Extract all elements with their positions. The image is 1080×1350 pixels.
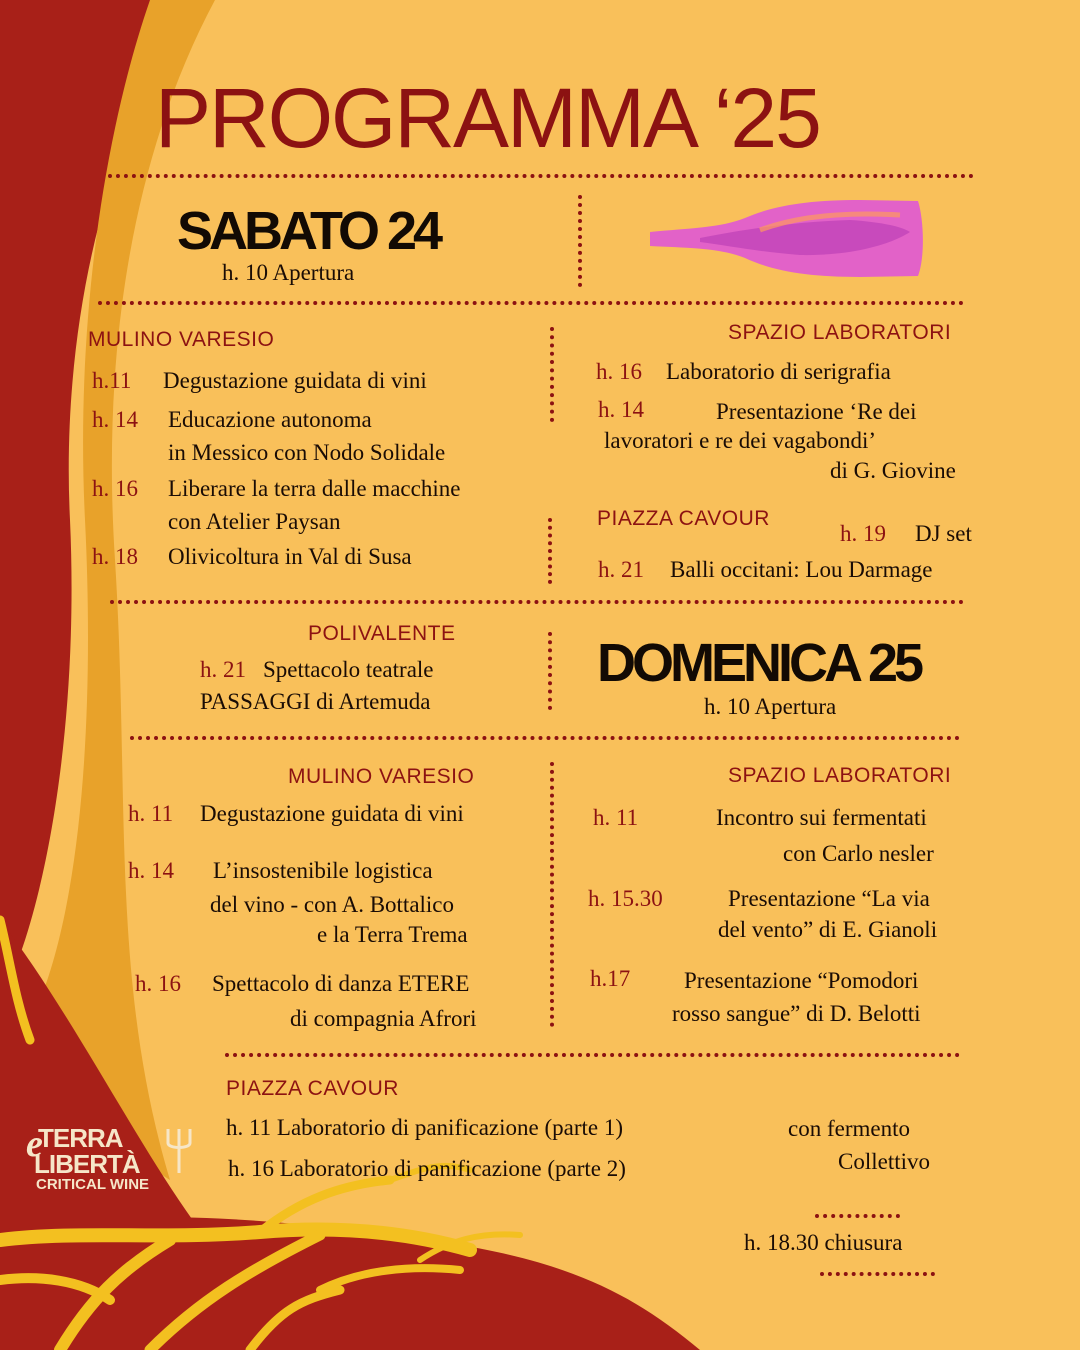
divider-saturday	[98, 301, 964, 305]
divider-top	[108, 174, 974, 178]
venue-mulino-sat: MULINO VARESIO	[88, 328, 275, 351]
logo-line2: LIBERTÀ	[34, 1149, 140, 1179]
sun-spazio-time-1: h. 11	[593, 805, 639, 830]
sun-spazio-time-2: h. 15.30	[588, 886, 663, 911]
venue-piazza-sun: PIAZZA CAVOUR	[226, 1077, 399, 1100]
divider-v2	[550, 327, 554, 422]
sun-mulino-time-3: h. 16	[135, 971, 181, 996]
logo-line1: TERRA	[38, 1123, 123, 1153]
sun-spazio-event-3: Presentazione “Pomodori	[684, 968, 919, 993]
sun-spazio-event-1: Incontro sui fermentati	[716, 805, 927, 830]
sat-spazio-event-1: Laboratorio di serigrafia	[666, 359, 891, 384]
divider-v5	[550, 762, 554, 1027]
sat-spazio-time-1: h. 16	[596, 359, 642, 384]
divider-bottom	[225, 1053, 960, 1057]
sun-mulino-time-2: h. 14	[128, 858, 174, 883]
divider-middle	[110, 600, 964, 604]
saturday-opening: h. 10 Apertura	[222, 260, 355, 285]
sun-piazza-event-1: h. 11 Laboratorio di panificazione (parte 1)	[226, 1115, 624, 1140]
sat-mulino-event-1: Degustazione guidata di vini	[163, 368, 427, 393]
poli-time-1: h. 21	[200, 657, 246, 682]
sat-spazio-event-2-line2: lavoratori e re dei vagabondi’	[604, 428, 877, 453]
sat-piazza-event-1: DJ set	[915, 521, 972, 546]
venue-piazza-sat: PIAZZA CAVOUR	[597, 507, 770, 530]
sun-piazza-event-2: h. 16 Laboratorio di panificazione (parte 2)	[228, 1156, 626, 1181]
sun-mulino-event-3: Spettacolo di danza ETERE	[212, 971, 470, 996]
sun-piazza-with-line2: Collettivo	[838, 1149, 930, 1174]
sun-spazio-event-3-line2: rosso sangue” di D. Belotti	[672, 1001, 921, 1026]
sun-mulino-event-2-line3: e la Terra Trema	[317, 922, 468, 947]
sat-piazza-event-2: Balli occitani: Lou Darmage	[670, 557, 933, 582]
sun-piazza-with: con fermento	[788, 1116, 910, 1141]
sat-mulino-time-3: h. 16	[92, 476, 138, 501]
logo-line3: CRITICAL WINE	[36, 1176, 150, 1193]
sun-spazio-event-2-line2: del vento” di E. Gianoli	[718, 917, 938, 942]
divider-sunday	[130, 736, 960, 740]
sun-mulino-event-2-line2: del vino - con A. Bottalico	[210, 892, 455, 917]
sat-mulino-event-2: Educazione autonoma	[168, 407, 372, 432]
sat-mulino-event-2-line2: in Messico con Nodo Solidale	[168, 440, 446, 465]
sat-spazio-event-2-line3: di G. Giovine	[830, 458, 956, 483]
sat-mulino-time-1: h.11	[92, 368, 132, 393]
sun-mulino-time-1: h. 11	[128, 801, 174, 826]
venue-spazio-sun: SPAZIO LABORATORI	[728, 764, 952, 787]
sun-spazio-time-3: h.17	[590, 966, 631, 991]
sunday-opening: h. 10 Apertura	[704, 694, 837, 719]
venue-spazio-sat: SPAZIO LABORATORI	[728, 321, 952, 344]
sat-piazza-time-1: h. 19	[840, 521, 886, 546]
sat-mulino-time-4: h. 18	[92, 544, 138, 569]
venue-mulino-sun: MULINO VARESIO	[288, 765, 475, 788]
venue-polivalente: POLIVALENTE	[308, 622, 456, 645]
sat-mulino-event-4: Olivicoltura in Val di Susa	[168, 544, 412, 569]
logo-mark: e	[26, 1123, 43, 1165]
sat-mulino-event-3-line2: con Atelier Paysan	[168, 509, 341, 534]
sat-spazio-event-2: Presentazione ‘Re dei	[716, 399, 917, 424]
divider-closing-bottom	[820, 1272, 935, 1276]
sat-piazza-time-2: h. 21	[598, 557, 644, 582]
divider-v1	[578, 195, 582, 287]
sun-mulino-event-2: L’insostenibile logistica	[213, 858, 433, 883]
poli-event-1-line2: PASSAGGI di Artemuda	[200, 689, 431, 714]
sun-spazio-event-1-line2: con Carlo nesler	[783, 841, 934, 866]
sat-mulino-event-3: Liberare la terra dalle macchine	[168, 476, 461, 501]
divider-v4	[548, 632, 552, 710]
closing-time: h. 18.30 chiusura	[744, 1230, 903, 1255]
poli-event-1: Spettacolo teatrale	[263, 657, 434, 682]
sun-mulino-event-1: Degustazione guidata di vini	[200, 801, 464, 826]
sat-mulino-time-2: h. 14	[92, 407, 138, 432]
sun-spazio-event-2: Presentazione “La via	[728, 886, 930, 911]
sun-mulino-event-3-line2: di compagnia Afrori	[290, 1006, 477, 1031]
pitchfork-icon	[164, 1125, 194, 1175]
terra-liberta-logo	[26, 1125, 149, 1192]
sunday-heading: DOMENICA 25	[597, 633, 921, 693]
divider-closing-top	[815, 1214, 900, 1218]
saturday-heading: SABATO 24	[177, 201, 440, 261]
page-title: PROGRAMMA ‘25	[155, 71, 820, 165]
sat-spazio-time-2: h. 14	[598, 397, 644, 422]
divider-v3	[548, 518, 552, 584]
